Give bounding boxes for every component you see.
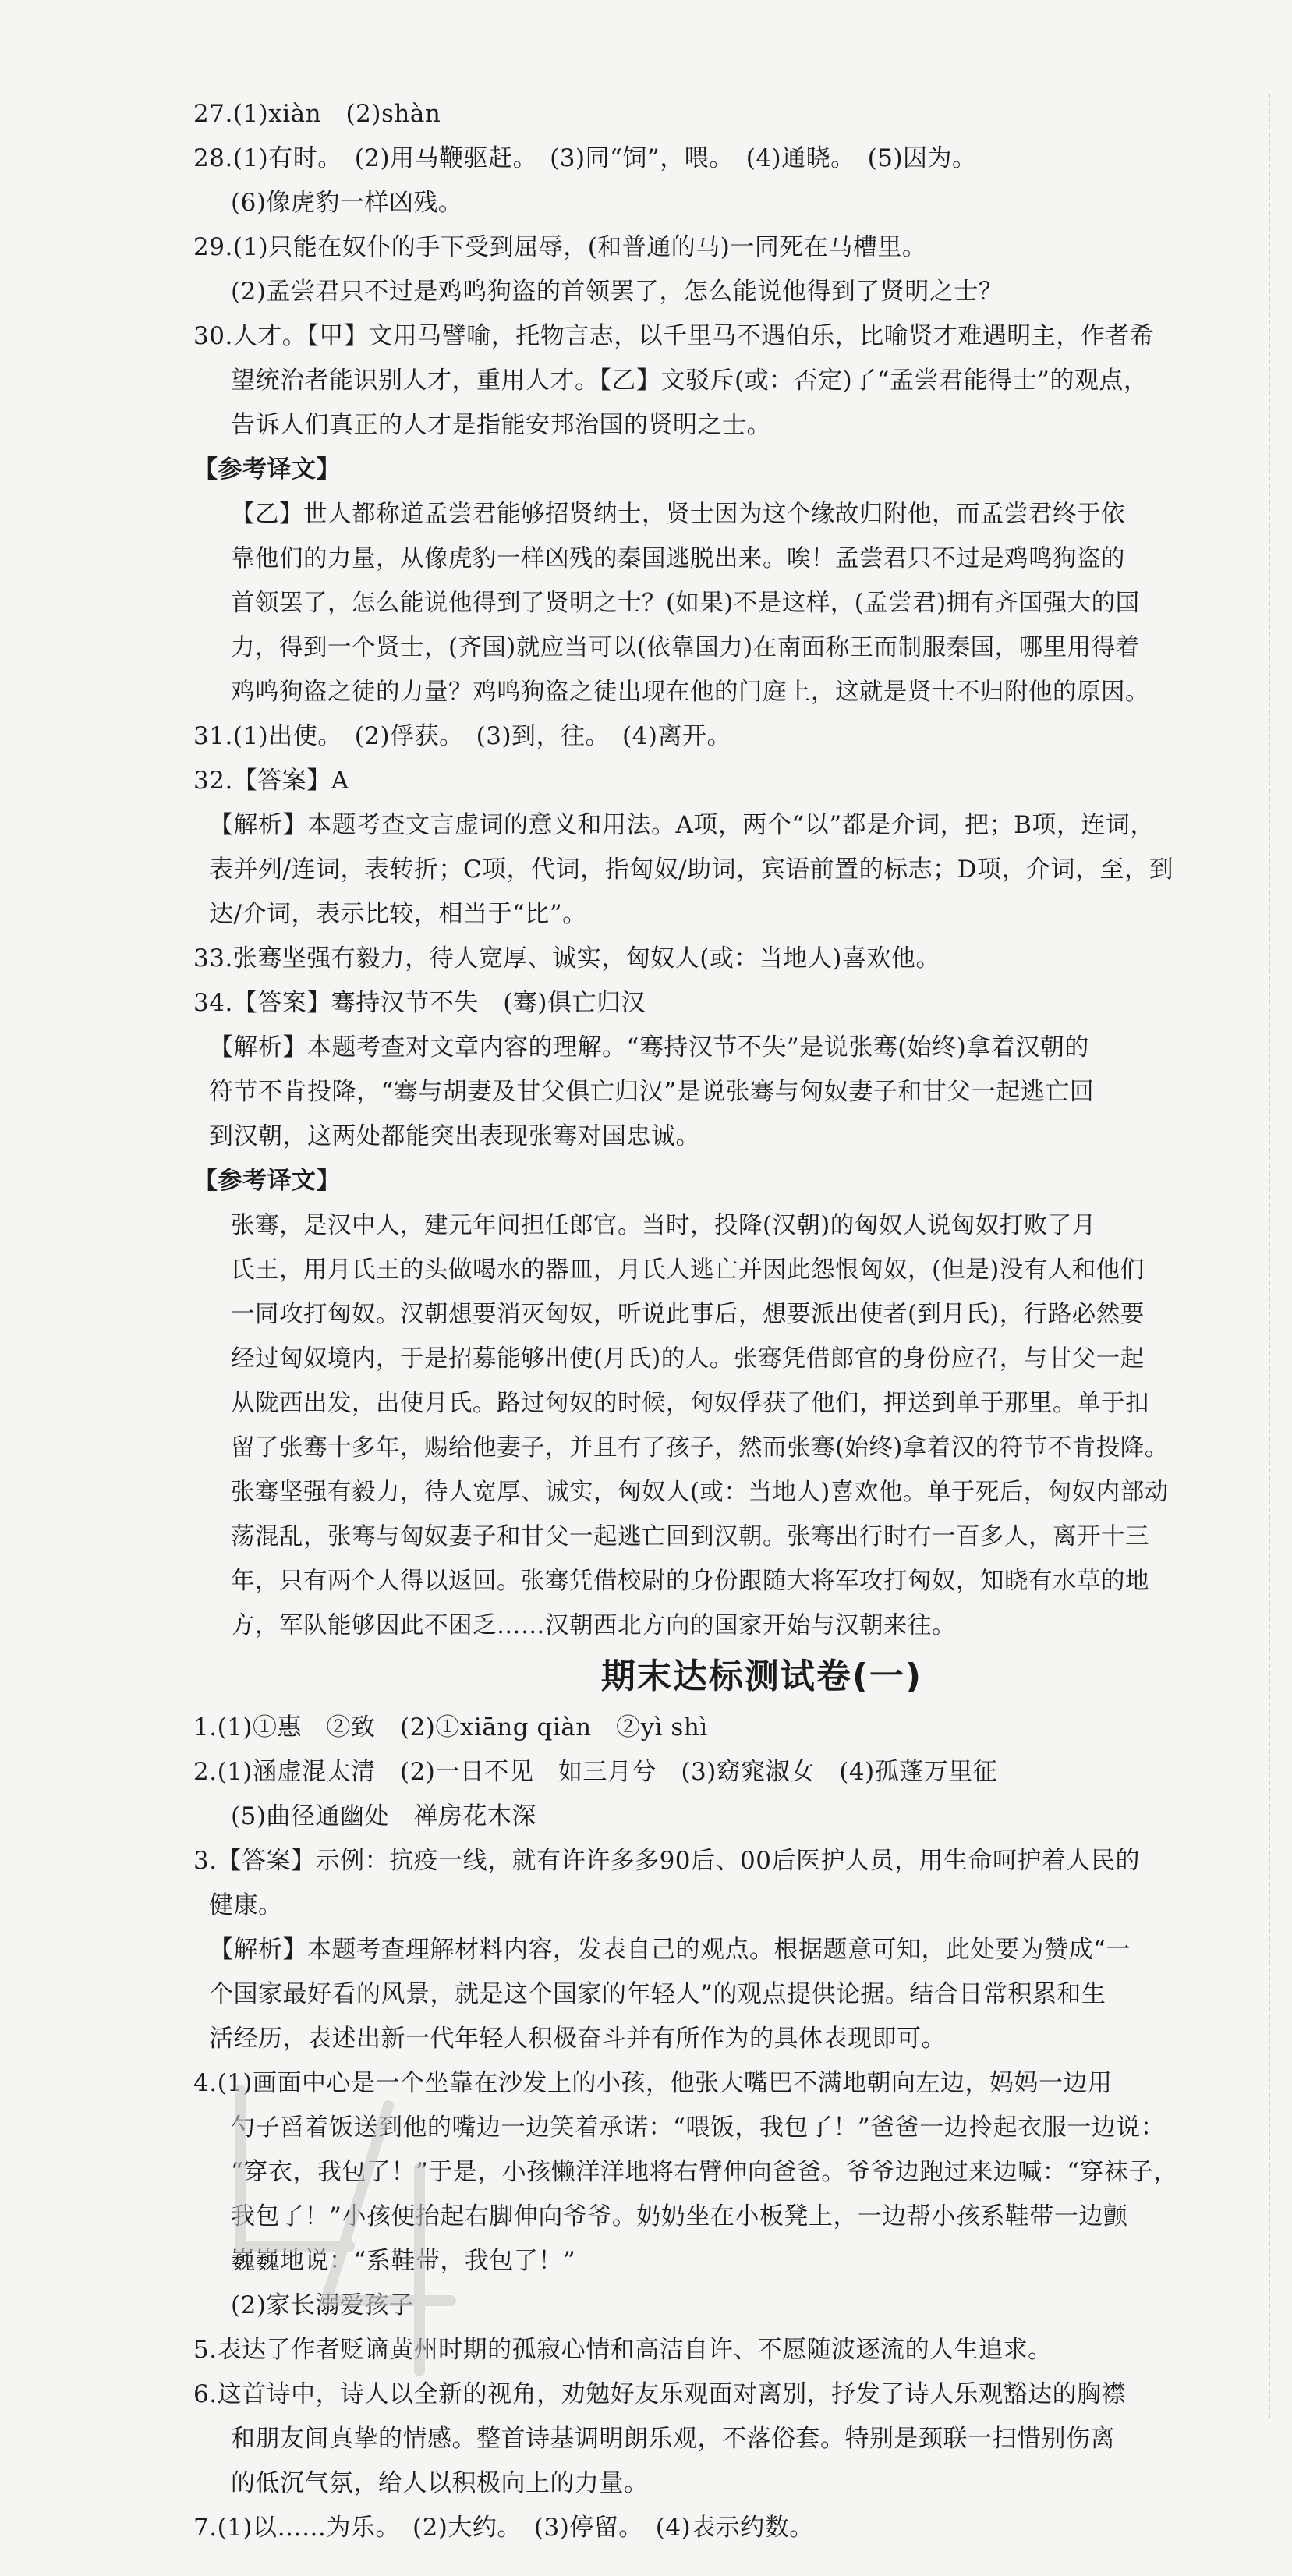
answer-31: 31.(1)出使。 (2)俘获。 (3)到，往。 (4)离开。 xyxy=(193,722,731,750)
answer-28-cont: (6)像虎豹一样凶残。 xyxy=(231,189,463,217)
translation-paragraph-1: 靠他们的力量，从像虎豹一样凶残的秦国逃脱出来。唉！孟尝君只不过是鸡鸣狗盗的 xyxy=(231,545,1125,572)
reference-translation-heading: 【参考译文】 xyxy=(193,455,341,484)
translation-paragraph-2: 方，军队能够因此不困乏……汉朝西北方向的国家开始与汉朝来往。 xyxy=(231,1612,956,1639)
translation-paragraph-2: 荡混乱，张骞与匈奴妻子和甘父一起逃亡回到汉朝。张骞出行时有一百多人，离开十三 xyxy=(231,1523,1149,1550)
exam-answer-2-cont: (5)曲径通幽处 禅房花木深 xyxy=(231,1802,536,1830)
exam-answer-4-cont: 巍巍地说：“系鞋带，我包了！” xyxy=(231,2247,576,2275)
analysis-32: 达/介词，表示比较，相当于“比”。 xyxy=(209,900,587,928)
answer-30-cont: 望统治者能识别人才，重用人才。【乙】文驳斥(或：否定)了“孟尝君能得士”的观点， xyxy=(231,367,1149,395)
section-title: 期末达标测试卷(一) xyxy=(600,1657,923,1696)
answer-30-cont: 告诉人们真正的人才是指能安邦治国的贤明之士。 xyxy=(231,411,771,439)
analysis-32: 表并列/连词，表转折；C项，代词，指匈奴/助词，宾语前置的标志；D项，介词，至，到 xyxy=(209,856,1173,884)
translation-paragraph-2: 张骞，是汉中人，建元年间担任郎官。当时，投降(汉朝)的匈奴人说匈奴打败了月 xyxy=(231,1212,1096,1239)
exam-answer-4-cont: 勺子舀着饭送到他的嘴边一边笑着承诺：“喂饭，我包了！”爸爸一边拎起衣服一边说： xyxy=(231,2114,1166,2142)
translation-paragraph-2: 经过匈奴境内，于是招募能够出使(月氏)的人。张骞凭借郎官的身份应召，与甘父一起 xyxy=(231,1345,1145,1373)
exam-answer-4-part2: (2)家长溺爱孩子 xyxy=(231,2291,414,2319)
translation-paragraph-1: 鸡鸣狗盗之徒的力量？鸡鸣狗盗之徒出现在他的门庭上，这就是贤士不归附他的原因。 xyxy=(231,679,1149,706)
translation-paragraph-2: 氏王，用月氏王的头做喝水的器皿，月氏人逃亡并因此怨恨匈奴，(但是)没有人和他们 xyxy=(231,1256,1145,1284)
analysis-34: 到汉朝，这两处都能突出表现张骞对国忠诚。 xyxy=(209,1122,700,1150)
answer-29: 29.(1)只能在奴仆的手下受到屈辱，(和普通的马)一同死在马槽里。 xyxy=(193,233,927,261)
binding-edge-line xyxy=(1269,94,1270,2418)
reference-translation-heading: 【参考译文】 xyxy=(193,1167,341,1195)
exam-analysis-3: 个国家最好看的风景，就是这个国家的年轻人”的观点提供论据。结合日常积累和生 xyxy=(209,1980,1106,2008)
answer-30: 30.人才。【甲】文用马譬喻，托物言志，以千里马不遇伯乐，比喻贤才难遇明主，作者希 xyxy=(193,322,1155,350)
exam-answer-1: 1.(1)①惠 ②致 (2)①xiāng qiàn ②yì shì xyxy=(193,1713,708,1742)
translation-paragraph-1: 力，得到一个贤士，(齐国)就应当可以(依靠国力)在南面称王而制服秦国，哪里用得着 xyxy=(231,634,1140,661)
exam-answer-3-cont: 健康。 xyxy=(209,1891,283,1919)
exam-answer-4-cont: 我包了！”小孩便抬起右脚伸向爷爷。奶奶坐在小板凳上，一边帮小孩系鞋带一边颤 xyxy=(231,2202,1128,2231)
exam-analysis-3: 活经历，表述出新一代年轻人积极奋斗并有所作为的具体表现即可。 xyxy=(209,2025,946,2053)
translation-paragraph-2: 年，只有两个人得以返回。张骞凭借校尉的身份跟随大将军攻打匈奴，知晓有水草的地 xyxy=(231,1568,1149,1595)
exam-answer-4-cont: “穿衣，我包了！”于是，小孩懒洋洋地将右臂伸向爸爸。爷爷边跑过来边喊：“穿袜子， xyxy=(231,2158,1178,2186)
exam-answer-6-cont: 的低沉气氛，给人以积极向上的力量。 xyxy=(231,2469,649,2497)
exam-answer-6: 6.这首诗中，诗人以全新的视角，劝勉好友乐观面对离别，抒发了诗人乐观豁达的胸襟 xyxy=(193,2380,1127,2408)
translation-paragraph-2: 留了张骞十多年，赐给他妻子，并且有了孩子，然而张骞(始终)拿着汉的符节不肯投降。 xyxy=(231,1434,1169,1462)
translation-paragraph-2: 从陇西出发，出使月氏。路过匈奴的时候，匈奴俘获了他们，押送到单于那里。单于扣 xyxy=(231,1390,1149,1417)
translation-paragraph-1: 【乙】世人都称道孟尝君能够招贤纳士，贤士因为这个缘故归附他，而孟尝君终于依 xyxy=(231,501,1125,528)
exam-analysis-3: 【解析】本题考查理解材料内容，发表自己的观点。根据题意可知，此处要为赞成“一 xyxy=(209,1936,1131,1964)
translation-paragraph-2: 一同攻打匈奴。汉朝想要消灭匈奴，听说此事后，想要派出使者(到月氏)，行路必然要 xyxy=(231,1301,1145,1328)
exam-answer-6-cont: 和朋友间真挚的情感。整首诗基调明朗乐观，不落俗套。特别是颈联一扫惜别伤离 xyxy=(231,2425,1115,2453)
exam-answer-5: 5.表达了作者贬谪黄州时期的孤寂心情和高洁自许、不愿随波逐流的人生追求。 xyxy=(193,2336,1053,2364)
watermark-logo xyxy=(193,2043,490,2386)
answer-34: 34.【答案】骞持汉节不失 (骞)俱亡归汉 xyxy=(193,989,646,1017)
exam-answer-2: 2.(1)涵虚混太清 (2)一日不见 如三月兮 (3)窈窕淑女 (4)孤蓬万里征 xyxy=(193,1758,998,1786)
answer-32: 32.【答案】A xyxy=(193,767,349,795)
translation-paragraph-1: 首领罢了，怎么能说他得到了贤明之士？(如果)不是这样，(孟尝君)拥有齐国强大的国 xyxy=(231,590,1140,617)
analysis-34: 【解析】本题考查对文章内容的理解。“骞持汉节不失”是说张骞(始终)拿着汉朝的 xyxy=(209,1033,1089,1061)
answer-28: 28.(1)有时。 (2)用马鞭驱赶。 (3)同“饲”，喂。 (4)通晓。 (5)因为。 xyxy=(193,144,977,172)
answer-33: 33.张骞坚强有毅力，待人宽厚、诚实，匈奴人(或：当地人)喜欢他。 xyxy=(193,944,940,973)
exam-answer-4: 4.(1)画面中心是一个坐靠在沙发上的小孩，他张大嘴巴不满地朝向左边，妈妈一边用 xyxy=(193,2069,1113,2097)
answer-27: 27.(1)xiàn (2)shàn xyxy=(193,100,441,128)
translation-paragraph-2: 张骞坚强有毅力，待人宽厚、诚实，匈奴人(或：当地人)喜欢他。单于死后，匈奴内部动 xyxy=(231,1479,1169,1506)
exam-answer-7: 7.(1)以……为乐。 (2)大约。 (3)停留。 (4)表示约数。 xyxy=(193,2514,814,2542)
answer-29-cont: (2)孟尝君只不过是鸡鸣狗盗的首领罢了，怎么能说他得到了贤明之士？ xyxy=(231,278,1004,306)
analysis-32: 【解析】本题考查文言虚词的意义和用法。A项，两个“以”都是介词，把；B项，连词， xyxy=(209,811,1155,839)
analysis-34: 符节不肯投降，“骞与胡妻及甘父俱亡归汉”是说张骞与匈奴妻子和甘父一起逃亡回 xyxy=(209,1078,1095,1106)
exam-answer-3: 3.【答案】示例：抗疫一线，就有许许多多90后、00后医护人员，用生命呵护着人民的 xyxy=(193,1847,1140,1875)
